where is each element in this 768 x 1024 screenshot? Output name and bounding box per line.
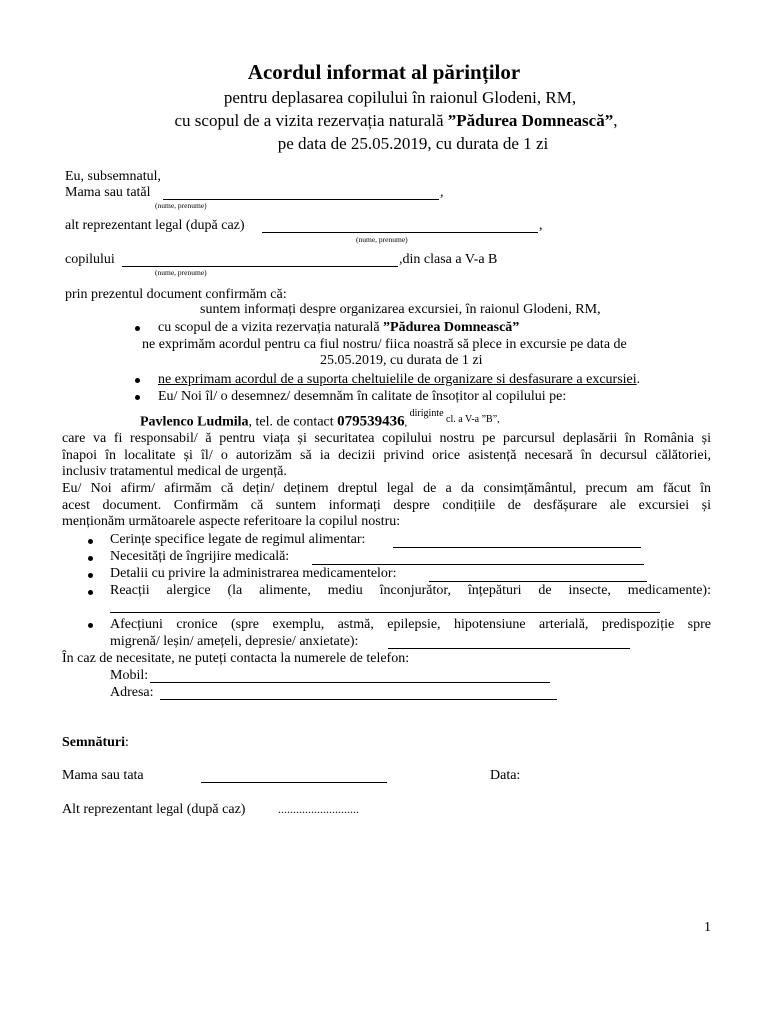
- comma: ,: [440, 185, 444, 200]
- comma: ,: [539, 218, 543, 233]
- item-medicamente: Detalii cu privire la administrarea medicamentelor:: [110, 566, 397, 581]
- item-afectiuni-line-2: migrenă/ leșin/ amețeli, depresie/ anxietate):: [110, 634, 359, 649]
- bullet-icon: [88, 623, 93, 628]
- bullet-insotitor: Eu/ Noi îl/ o desemnez/ desemnăm în calitate de însoțitor al copilului pe:: [158, 389, 567, 404]
- contact-text: În caz de necesitate, ne puteți contacta la numerele de telefon:: [62, 651, 410, 666]
- mobil-label: Mobil:: [110, 668, 149, 683]
- subtitle-line-4: pe data de 25.05.2019, cu durata de 1 zi: [277, 134, 549, 153]
- name-hint: (nume, prenume): [356, 235, 408, 244]
- bullet-scop: cu scopul de a vizita rezervația naturală ”Pădurea Domnească”: [158, 320, 520, 335]
- afirm-line-2: acest document. Confirmăm că suntem informați despre condițiile de desfășurare ale excursiei și: [62, 498, 711, 513]
- bullet-icon: [88, 573, 93, 578]
- afectiuni-field[interactable]: [388, 648, 630, 649]
- exprimam-line-2: 25.05.2019, cu durata de 1 zi: [320, 353, 483, 368]
- name-hint: (nume, prenume): [155, 201, 207, 210]
- item-afectiuni-line-1: Afecțiuni cronice (spre exemplu, astmă, epilepsie, hipotensiune arterială, predispoziție spre: [110, 617, 711, 632]
- ingrijire-medicala-field[interactable]: [312, 564, 644, 565]
- subtitle-line-3: cu scopul de a vizita rezervația naturală ”Pădurea Domnească”,: [174, 111, 618, 130]
- regim-alimentar-field[interactable]: [393, 547, 641, 548]
- bullet-cheltuieli: ne exprimam acordul de a suporta cheltuielile de organizare si desfasurare a excursiei.: [158, 372, 641, 387]
- insotitor-details: Pavlenco Ludmila, tel. de contact 079539436, $^{diriginte}$ $^{cl. a V-a ”B”,}$: [140, 408, 500, 430]
- bullet-icon: [88, 539, 93, 544]
- eu-subsemnatul: Eu, subsemnatul,: [65, 169, 162, 184]
- adresa-field[interactable]: [160, 699, 557, 700]
- responsabil-line-1: care va fi responsabil/ ă pentru viața și securitatea copilului nostru pe parcursul deplasării în România și: [62, 431, 711, 446]
- medicamente-field[interactable]: [429, 581, 647, 582]
- bullet-icon: [88, 556, 93, 561]
- mobil-field[interactable]: [150, 682, 550, 683]
- prin-prezentul: prin prezentul document confirmăm că:: [65, 287, 287, 302]
- copilului-label: copilului: [65, 252, 115, 267]
- alt-rep-label: alt reprezentant legal (după caz): [65, 218, 245, 233]
- afirm-line-1: Eu/ Noi afirm/ afirmăm că dețin/ deținem dreptul legal de a da consimțământul, precum am făcut în: [62, 481, 711, 496]
- item-regim-alimentar: Cerințe specifice legate de regimul alimentar:: [110, 532, 366, 547]
- copilului-field[interactable]: [122, 266, 398, 267]
- sig-alt-dots[interactable]: ...........................: [278, 802, 359, 816]
- alt-rep-field[interactable]: [262, 232, 538, 233]
- bullet-icon: [135, 395, 140, 400]
- mama-tatal-field[interactable]: [163, 199, 439, 200]
- responsabil-line-2: înapoi în localitate și îl/ o autorizăm să ia decizii privind orice asistență necesară în decursul călătoriei,: [62, 448, 711, 463]
- responsabil-line-3: inclusiv tratamentul medical de urgență.: [62, 464, 287, 479]
- sig-data-label: Data:: [490, 768, 521, 783]
- afirm-line-3: menționăm următoarele aspecte referitoare la copilul nostru:: [62, 514, 401, 529]
- mama-tatal-label: Mama sau tatăl: [65, 185, 151, 200]
- bullet-icon: [88, 590, 93, 595]
- name-hint: (nume, prenume): [155, 268, 207, 277]
- subtitle-line-2: pentru deplasarea copilului în raionul Glodeni, RM,: [223, 88, 577, 107]
- sig-mama-label: Mama sau tata: [62, 768, 144, 783]
- bullet-icon: [135, 326, 140, 331]
- suntem-informati: suntem informați despre organizarea excursiei, în raionul Glodeni, RM,: [200, 302, 601, 317]
- sig-alt-label: Alt reprezentant legal (după caz): [62, 802, 246, 817]
- page-number: 1: [704, 920, 711, 935]
- sig-mama-field[interactable]: [201, 782, 387, 783]
- bullet-icon: [135, 378, 140, 383]
- exprimam-line-1: ne exprimăm acordul pentru ca fiul nostru/ fiica noastră să plece in excursie pe data de: [142, 337, 627, 352]
- reactii-alergice-field[interactable]: [110, 612, 660, 613]
- din-clasa: ,din clasa a V-a B: [399, 252, 498, 267]
- item-reactii-alergice: Reacții alergice (la alimente, mediu înconjurător, înțepături de insecte, medicamente):: [110, 583, 711, 598]
- adresa-label: Adresa:: [110, 685, 154, 700]
- document-title: Acordul informat al părinților: [247, 60, 521, 84]
- item-ingrijire-medicala: Necesități de îngrijire medicală:: [110, 549, 290, 564]
- signatures-heading: Semnături:: [62, 735, 129, 750]
